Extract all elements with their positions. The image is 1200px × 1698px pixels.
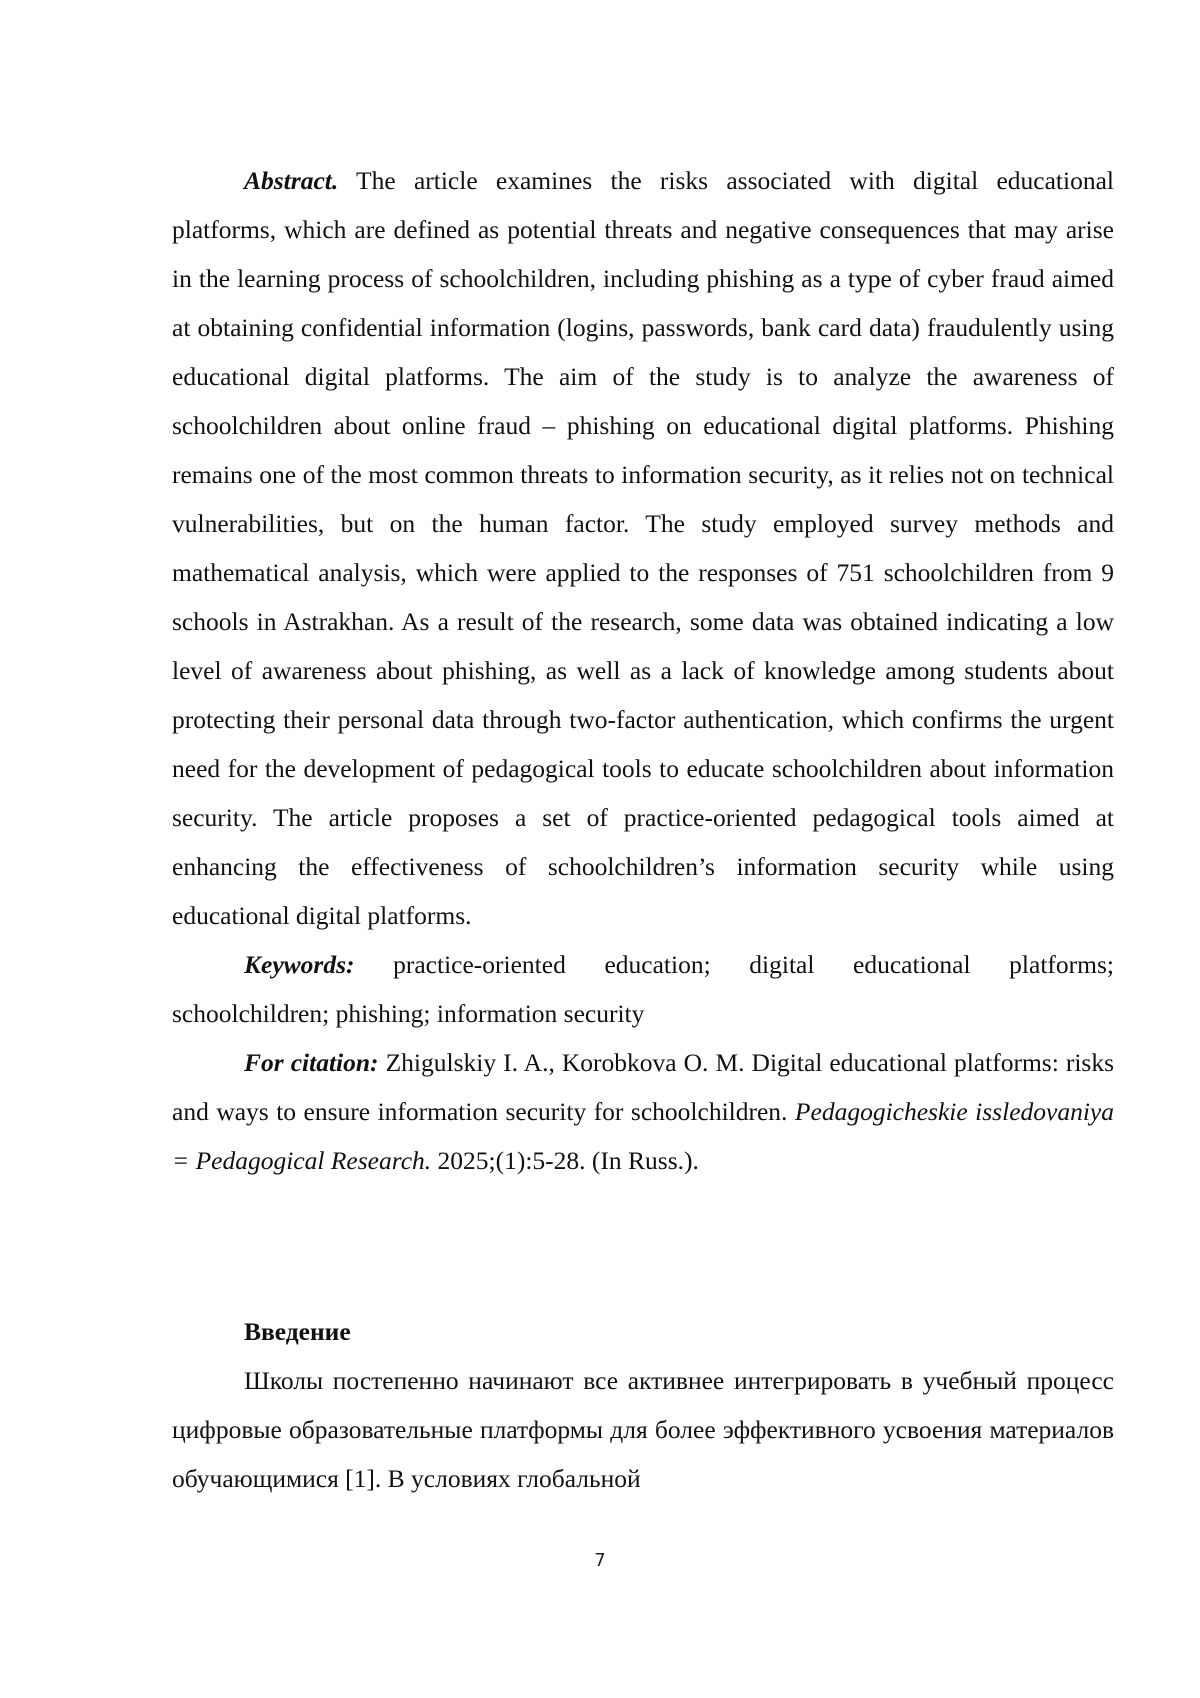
abstract-text: The article examines the risks associated with digital educational platforms, which are defined as potential threats and negative consequences that may arise in the learning process of schoolchildren, including phishing as a type of cyber fraud aimed at obtaining confidential information (logins, passwords, bank card data) fraudulently using educational digital platforms. The aim of the study is to analyze the awareness of schoolchildren about online fraud – phishing on educational digital platforms. Phishing remains one of the most common threats to information security, as it relies not on technical vulnerabilities, but on the human factor. The study employed survey methods and mathematical analysis, which were applied to the responses of 751 schoolchildren from 9 schools in Astrakhan. As a result of the research, some data was obtained indicating a low level of awareness about phishing, as well as a lack of knowledge among students about protecting their personal data through two-factor authentication, which confirms the urgent need for the development of pedagogical tools to educate schoolchildren about information security. The article proposes a set of practice-oriented pedagogical tools aimed at enhancing the effectiveness of schoolchildren’s information security while using educational digital platforms. xyxy=(172,166,1114,930)
keywords-paragraph xyxy=(172,940,1114,1038)
abstract-paragraph xyxy=(172,156,1114,940)
article-page xyxy=(172,156,1114,1503)
abstract-label: Abstract. xyxy=(244,166,339,195)
keywords-label: Keywords: xyxy=(244,950,355,979)
citation-journal: Pedagogicheskie issledovaniya = Pedagogical Research. xyxy=(172,1097,1114,1175)
citation-text: Zhigulskiy I. A., Korobkova O. M. Digital educational platforms: risks and ways to ensure information security for schoolchildren. xyxy=(172,1048,1115,1126)
citation-label: For citation: xyxy=(244,1048,379,1077)
citation-tail: 2025;(1):5-28. (In Russ.). xyxy=(431,1146,699,1175)
section-gap xyxy=(172,1185,1114,1307)
keywords-text: practice-oriented education; digital educational platforms; schoolchildren; phishing; information security xyxy=(172,950,1114,1028)
introduction-heading: Введение xyxy=(244,1317,351,1346)
citation-paragraph xyxy=(172,1038,1114,1185)
introduction-paragraph: Школы постепенно начинают все активнее интегрировать в учебный процесс цифровые образовательные платформы для более эффективного усвоения материалов обучающимися [1]. В условиях глобальной xyxy=(172,1366,1114,1493)
page-number: 7 xyxy=(594,1550,606,1571)
